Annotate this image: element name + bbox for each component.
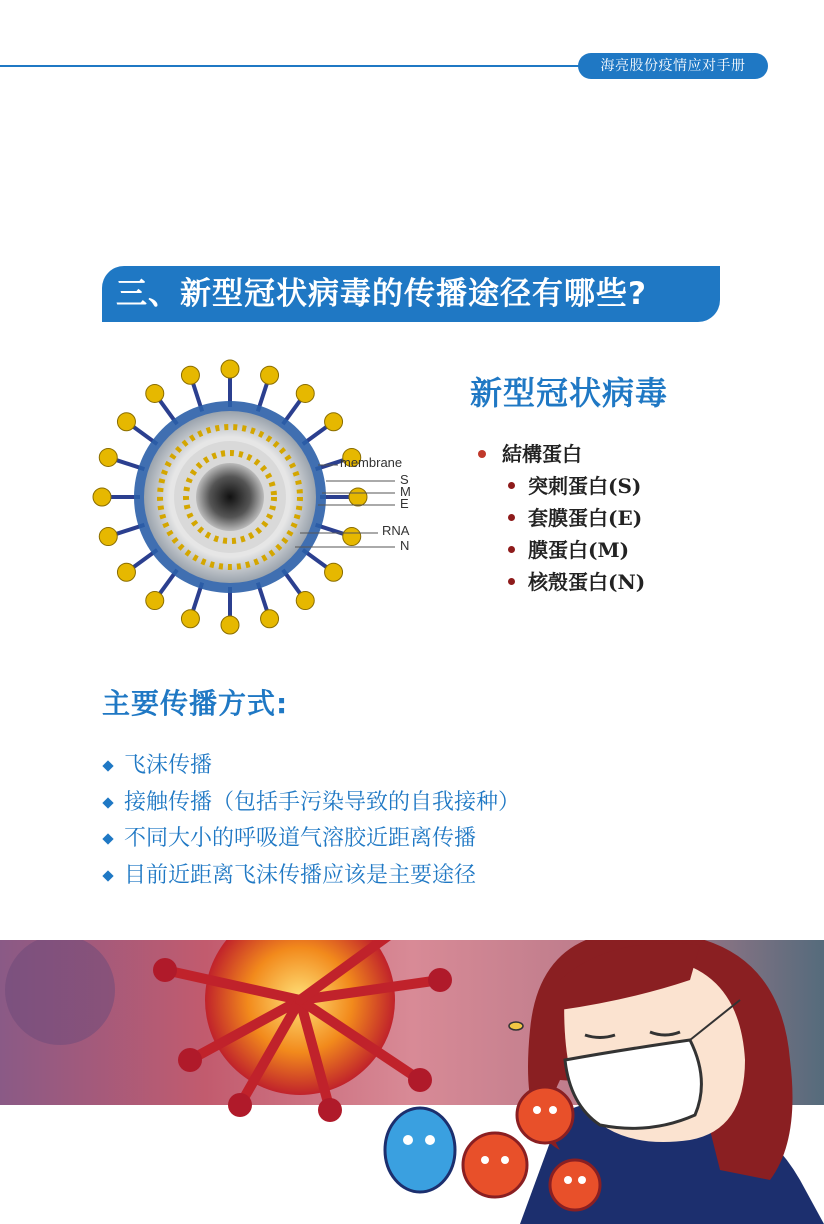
diagram-label-membrane: membrane [340,455,403,470]
section-heading: 三、新型冠状病毒的传播途径有哪些? [102,266,720,322]
protein-category [476,438,645,470]
spike-protein [296,384,314,402]
spike-protein [343,528,361,546]
protein-item [476,502,645,534]
bullet-dot [508,514,515,521]
diagram-label-e: E [400,496,409,511]
virus-name-heading: 新型冠状病毒 [470,374,669,412]
diagram-label-m: M [400,484,411,499]
spike-protein [181,366,199,384]
spike-protein [93,488,111,506]
bullet-dot [508,482,515,489]
protein-item-label: 核殼蛋白(N) [528,570,646,594]
spike-protein [117,563,135,581]
diagram-label-n: N [400,538,410,553]
transmission-item-text: 目前近距离飞沫传播应该是主要途径 [124,862,477,888]
bullet-dot [508,546,515,553]
bottom-illustration [0,940,824,1224]
bullet-dot [478,450,486,458]
diagram-label-rna: RNA [382,523,410,538]
transmission-item [102,748,520,785]
spike-protein [117,413,135,431]
diamond-bullet-icon [102,870,113,881]
spike-protein [99,528,117,546]
spike-protein [325,563,343,581]
spike-protein [349,488,367,506]
diamond-bullet-icon [102,833,113,844]
transmission-list [102,748,520,894]
header-rule [0,65,600,67]
diamond-bullet-icon [102,760,113,771]
diagram-label-s: S [400,472,409,487]
spike-protein [221,360,239,378]
protein-item-label: 套膜蛋白(E) [528,506,643,530]
protein-item-label: 突刺蛋白(S) [528,474,642,498]
spike-protein [99,448,117,466]
protein-item [476,470,645,502]
spike-protein [261,366,279,384]
spike-protein [296,592,314,610]
spike-protein [261,610,279,628]
bullet-dot [508,578,515,585]
spike-protein [325,413,343,431]
transmission-item-text: 不同大小的呼吸道气溶胶近距离传播 [124,826,477,851]
spike-protein [146,384,164,402]
structural-protein-list [476,438,645,598]
transmission-item [102,821,520,858]
transmission-item-text: 接触传播（包括手污染导致的自我接种） [124,789,521,815]
protein-item [476,534,645,566]
coronavirus-illustration [90,355,430,645]
protein-item [476,566,645,598]
protein-item-label: 膜蛋白(M) [528,538,630,562]
transmission-item-text: 飞沫传播 [124,753,213,778]
handbook-title-badge: 海亮股份疫情应对手册 [578,53,768,79]
coronavirus-diagram [90,355,430,645]
spike-protein [181,610,199,628]
diamond-bullet-icon [102,797,113,808]
transmission-item [102,858,520,895]
protein-category-label: 結構蛋白 [502,442,582,466]
spike-protein [146,592,164,610]
spike-protein [221,616,239,634]
transmission-heading: 主要传播方式: [102,687,289,720]
transmission-item [102,785,520,822]
